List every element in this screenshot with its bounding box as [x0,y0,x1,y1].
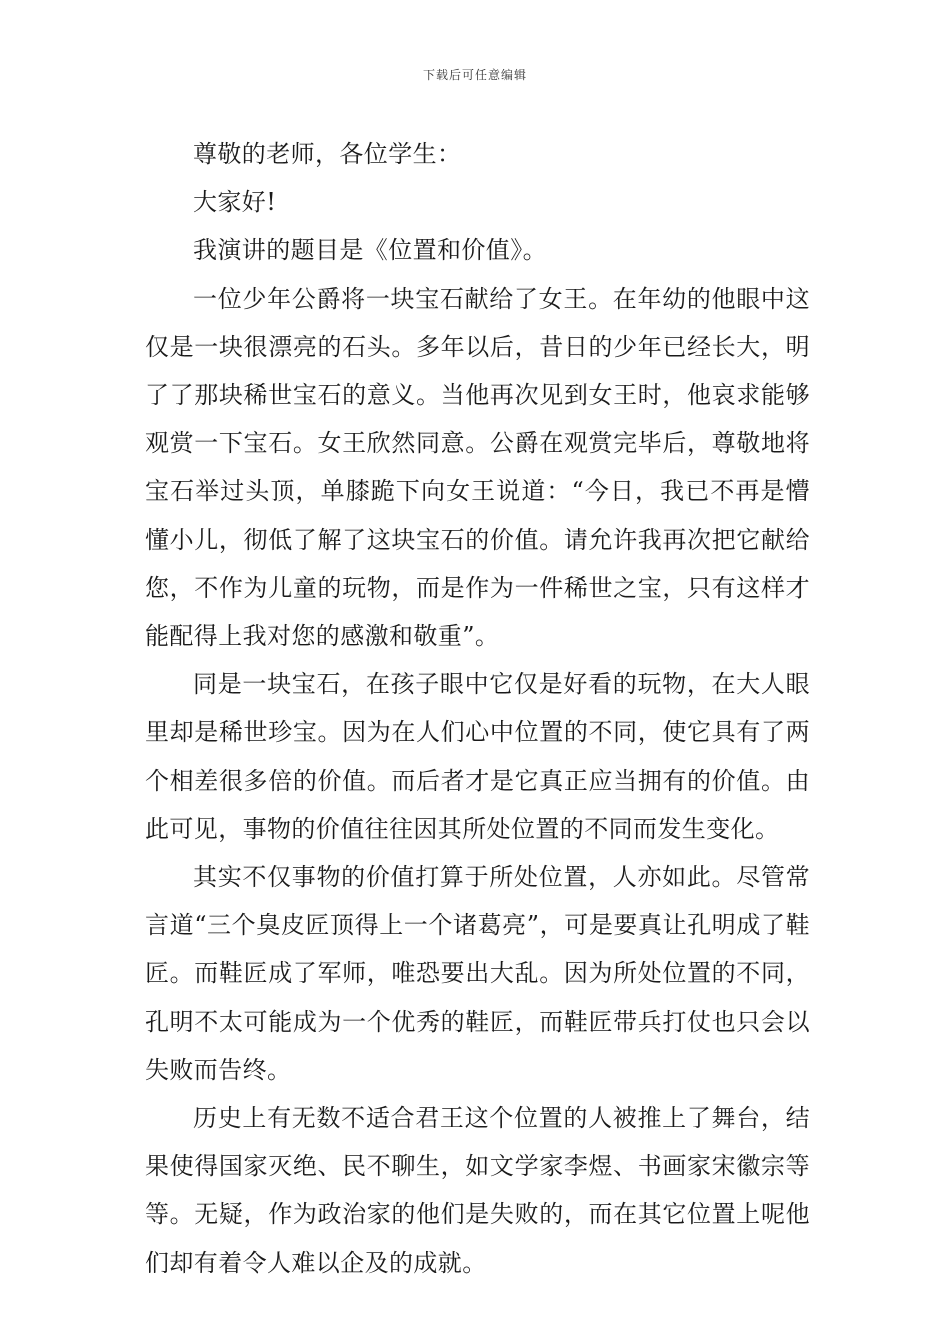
speech-topic: 我演讲的题目是《位置和价值》。 [193,236,547,265]
paragraph: 历史上有无数不适合君王这个位置的人被推上了舞台，结果使得国家灭绝、民不聊生，如文学家李煜、书画家宋徽宗等等。无疑，作为政治家的他们是失败的，而在其它位置上呢他们却有着令人难以企及的成就。 [145,1104,810,1277]
greeting: 大家好! [193,188,277,217]
salutation: 尊敬的老师，各位学生： [193,140,462,168]
paragraph: 其实不仅事物的价值打算于所处位置，人亦如此。尽管常言道“三个臭皮匠顶得上一个诸葛亮”，可是要真让孔明成了鞋匠。而鞋匠成了军师，唯恐要出大乱。因为所处位置的不同，孔明不太可能成为一个优秀的鞋匠，而鞋匠带兵打仗也只会以失败而告终。 [145,863,810,1084]
paragraph: 同是一块宝石，在孩子眼中它仅是好看的玩物，在大人眼里却是稀世珍宝。因为在人们心中位置的不同，使它具有了两个相差很多倍的价值。而后者才是它真正应当拥有的价值。由此可见，事物的价值往往因其所处位置的不同而发生变化。 [145,670,810,843]
header-note: 下载后可任意编辑 [422,68,527,82]
document-body [145,130,810,1287]
paragraph: 一位少年公爵将一块宝石献给了女王。在年幼的他眼中这仅是一块很漂亮的石头。多年以后，昔日的少年已经长大，明了了那块稀世宝石的意义。当他再次见到女王时，他哀求能够观赏一下宝石。女王欣然同意。公爵在观赏完毕后，尊敬地将宝石举过头顶，单膝跪下向女王说道：“今日，我已不再是懵懂小儿，彻低了解了这块宝石的价值。请允许我再次把它献给您，不作为儿童的玩物，而是作为一件稀世之宝，只有这样才能配得上我对您的感激和敬重”。 [145,284,810,651]
